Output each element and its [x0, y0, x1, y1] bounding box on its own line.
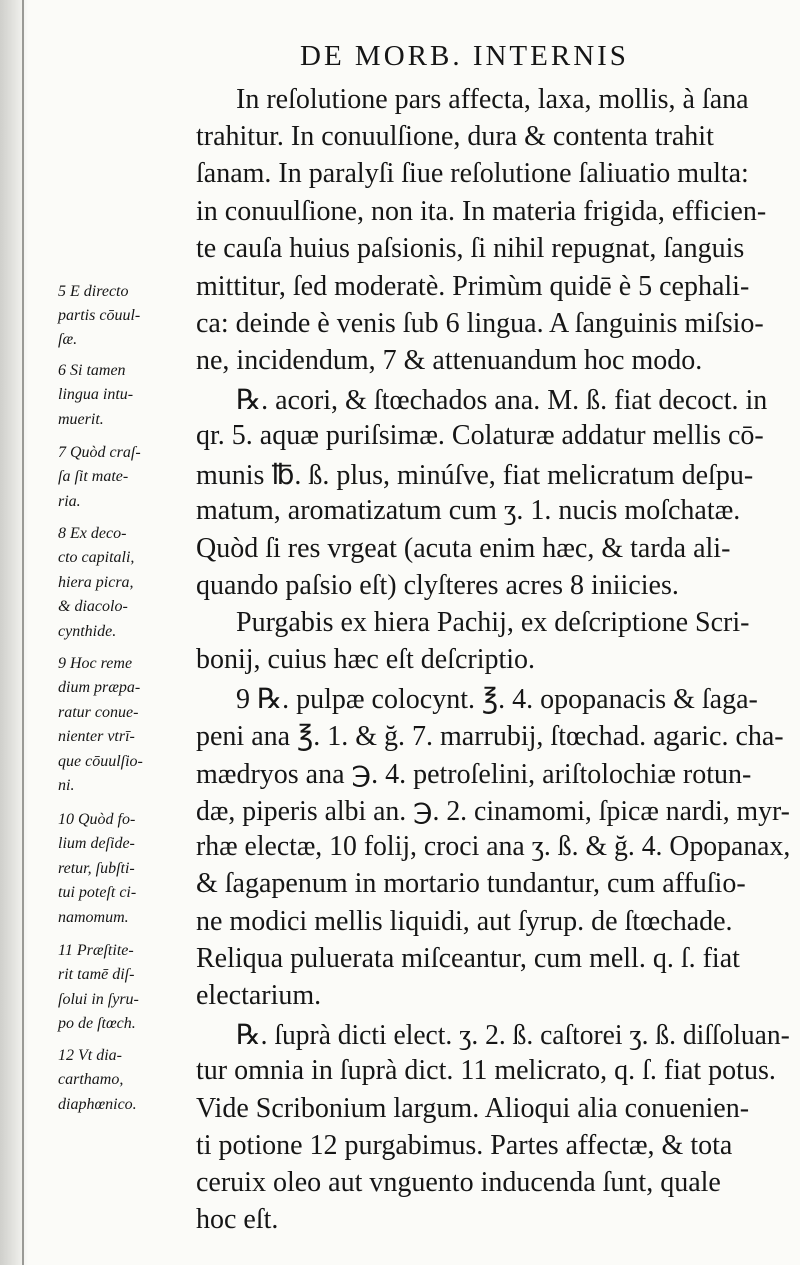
text-line: in conuulſione, non ita. In materia frigida, efficien-: [196, 196, 767, 227]
margin-note: lingua intu-: [58, 386, 134, 403]
text-line: Quòd ſi res vrgeat (acuta enim hæc, & tarda ali-: [196, 533, 731, 564]
text-line: matum, aromatizatum cum ʒ. 1. nucis moſchatæ.: [196, 495, 741, 526]
text-line: mædryos ana ℈. 4. petroſelini, ariſtolochiæ rotun-: [196, 759, 752, 790]
book-binding-edge: [22, 0, 24, 1265]
margin-note: 9 Hoc reme: [58, 655, 133, 672]
margin-note: po de ſtœch.: [58, 1015, 136, 1032]
margin-note: nienter vtrī-: [58, 728, 135, 745]
margin-note: partis cōuul-: [58, 307, 141, 324]
text-line: Vide Scribonium largum. Alioqui alia conuenien-: [196, 1093, 750, 1124]
margin-note: retur, ſubſti-: [58, 860, 135, 877]
text-line: 9 ℞. pulpæ colocynt. ℥. 4. opopanacis & ſaga-: [236, 684, 758, 715]
margin-note: que cōuulſio-: [58, 753, 143, 770]
margin-note: dium præpa-: [58, 679, 141, 696]
margin-note: rit tamē diſ-: [58, 966, 135, 983]
margin-note: carthamo,: [58, 1071, 124, 1088]
margin-note: 7 Quòd craſ-: [58, 444, 141, 461]
text-line: ne, incidendum, 7 & attenuandum hoc modo.: [196, 345, 703, 376]
margin-note: ni.: [58, 777, 75, 794]
text-line: ſanam. In paralyſi ſiue reſolutione ſaliuatio multa:: [196, 158, 749, 189]
text-line: munis ℔. ß. plus, minúſve, fiat melicratum deſpu-: [196, 460, 754, 491]
text-line: Purgabis ex hiera Pachij, ex deſcriptione Scri-: [236, 607, 750, 638]
text-line: & ſagapenum in mortario tundantur, cum affuſio-: [196, 868, 746, 899]
margin-note: diaphœnico.: [58, 1096, 137, 1113]
margin-note: ſæ.: [58, 331, 78, 348]
text-line: quando paſsio eſt) clyſteres acres 8 iniicies.: [196, 570, 679, 601]
margin-note: 10 Quòd fo-: [58, 811, 136, 828]
text-line: ceruix oleo aut vnguento inducenda ſunt, quale: [196, 1167, 721, 1198]
text-line: ca: deinde è venis ſub 6 lingua. A ſanguinis miſsio-: [196, 308, 764, 339]
margin-note: & diacolo-: [58, 598, 128, 615]
text-line: Reliqua puluerata miſceantur, cum mell. q. ſ. fiat: [196, 943, 740, 974]
margin-note: ria.: [58, 493, 81, 510]
margin-note: tui poteſt ci-: [58, 884, 137, 901]
text-line: bonij, cuius hæc eſt deſcriptio.: [196, 644, 536, 675]
text-line: In reſolutione pars affecta, laxa, mollis, à ſana: [236, 84, 749, 115]
margin-note: ratur conue-: [58, 704, 139, 721]
running-header: DE MORB. INTERNIS: [300, 40, 629, 72]
text-line: tur omnia in ſuprà dict. 11 melicrato, q. ſ. fiat potus.: [196, 1055, 776, 1086]
text-line: peni ana ℥. 1. & ğ. 7. marrubij, ſtœchad. agaric. cha-: [196, 721, 784, 752]
margin-note: 12 Vt dia-: [58, 1047, 122, 1064]
margin-note: hiera picra,: [58, 574, 134, 591]
margin-note: 5 E directo: [58, 283, 129, 300]
margin-note: ſolui in ſyru-: [58, 991, 139, 1008]
text-line: hoc eſt.: [196, 1204, 279, 1235]
margin-note: 8 Ex deco-: [58, 525, 127, 542]
text-line: dæ, piperis albi an. ℈. 2. cinamomi, ſpicæ nardi, myr-: [196, 796, 790, 827]
text-line: rhæ electæ, 10 folij, croci ana ʒ. ß. & ğ. 4. Opopanax,: [196, 831, 791, 862]
margin-note: namomum.: [58, 909, 129, 926]
text-line: ℞. ſuprà dicti elect. ʒ. 2. ß. caſtorei ʒ. ß. diſſoluan-: [236, 1020, 790, 1051]
margin-note: cynthide.: [58, 623, 117, 640]
text-line: te cauſa huius paſsionis, ſi nihil repugnat, ſanguis: [196, 233, 745, 264]
margin-note: 6 Si tamen: [58, 362, 126, 379]
text-line: ℞. acori, & ſtœchados ana. M. ß. fiat decoct. in: [236, 385, 768, 416]
text-line: trahitur. In conuulſione, dura & contenta trahit: [196, 121, 714, 152]
text-line: ne modici mellis liquidi, aut ſyrup. de ſtœchade.: [196, 906, 733, 937]
margin-note: ſa ſit mate-: [58, 468, 129, 485]
margin-note: 11 Præſtite-: [58, 942, 134, 959]
text-line: mittitur, ſed moderatè. Primùm quidē è 5 cephali-: [196, 271, 750, 302]
margin-note: muerit.: [58, 411, 104, 428]
text-line: qr. 5. aquæ puriſsimæ. Colaturæ addatur mellis cō-: [196, 420, 764, 451]
text-line: electarium.: [196, 980, 322, 1011]
margin-note: lium deſide-: [58, 835, 135, 852]
margin-note: cto capitali,: [58, 549, 135, 566]
text-line: ti potione 12 purgabimus. Partes affectæ, & tota: [196, 1130, 733, 1161]
